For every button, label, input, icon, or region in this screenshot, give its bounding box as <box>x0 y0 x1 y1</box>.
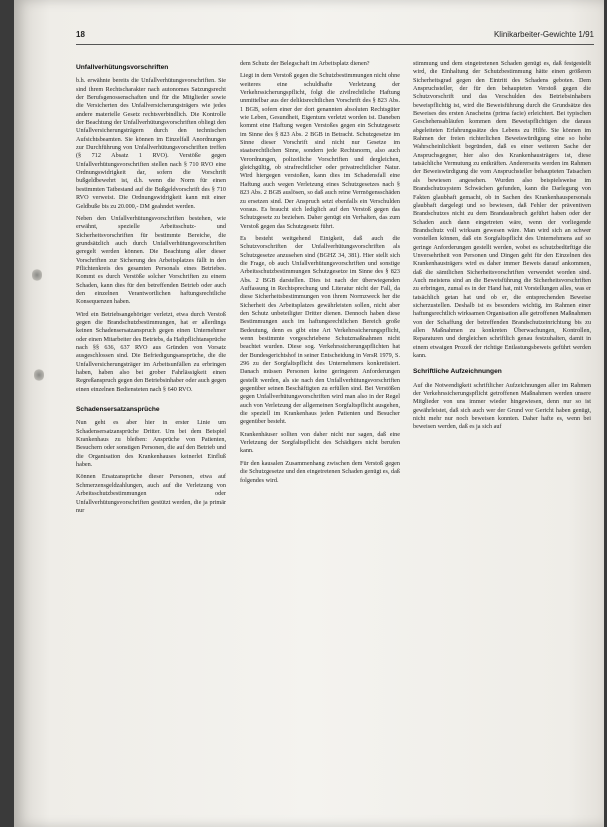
paragraph: b.h. erwähnte bereits die Unfallverhütungsvorschriften. Sie sind ihrem Rechtscharakter nach autonomes Satzungsrecht der Berufsgenossenschaften und für die Mitglieder sowie die Versicherten des Unfallversicherungsträgers wie jedes andere materielle Gesetz rechtsverbindlich. Die Kontrolle der Beachtung der Unfallverhütungsvorschriften obliegt den Unfallversicherungsträgern durch den technischen Aufsichtsbeamten. Sie können im Einzelfall Anordnungen zur Durchführung von Unfallverhütungsvorschriften treffen (§ 712 Absatz 1 RVO). Verstöße gegen Unfallverhütungsvorschriften stellen nach § 710 RVO eine Ordnungswidrigkeit dar, sofern die Vorschrift bußgeldbewehrt ist, d.h. wenn die Norm für einen bestimmten Tatbestand auf die Bußgeldvorschrift des § 710 RVO verweist. Die Ordnungswidrigkeit kann mit einer Geldbuße bis zu 20.000,- DM geahndet werden. <box>76 77 226 210</box>
punch-hole <box>34 368 44 382</box>
paragraph: Wird ein Betriebsangehöriger verletzt, etwa durch Verstoß gegen die Brandschutzbestimmungen, hat er allerdings keinen Schadensersatzanspruch gegen einen Unternehmer oder einen Mitarbeiter des Betriebs, da Haftpflichtansprüche nach §§ 636, 637 RVO aus Gründen von Vorsatz ausgeschlossen sind. Die Befriedigungsansprüche, die die Unfallversicherungsträger im Arbeitsunfällen zu erbringen haben, haben also bei grober Fahrlässigkeit einen Regreßanspruch gegen den Betriebsinhaber oder auch gegen einen einzelnen Bediensteten nach § 640 RVO. <box>76 310 226 393</box>
page-header <box>76 30 594 44</box>
paragraph: stimmung und dem eingetretenen Schaden genügt es, daß festgestellt wird, die Einhaltung der Schutzbestimmung hätte einen größeren Sicherheitsgrad gegen den Eintritt des Schadens geboten. Dem Anspruchsteller, der für den behaupteten Verstoß gegen die Schutzvorschrift und das Verschulden des Betriebsinhabers beweispflichtig ist, wird die Beweisführung durch die Grundsätze des Beweises des ersten Anscheins (prima facie) erleichtert. Bei typischen Geschehensabläufen kommen dem Beweispflichtigen die daraus abgeleiteten Erfahrungssätze des Lebens zu Hilfe. Sie können im Rahmen der freien richterlichen Beweiswürdigung eine so hohe Wahrscheinlichkeit begründen, daß es einer weiteren Sache der Anspruchsgegner, hier also des Krankenhausträgers ist, diese tatsächliche Vermutung zu entkräften. Andererseits werden im Rahmen der Beweiswürdigung die vom Anspruchsteller behaupteten Tatsachen als bewiesen angesehen. Wurden also beispielsweise im Brandschutzsystem Schwächen gefunden, kann die Darlegung von Fakten glaubhaft gemacht, ob in Sachen des Krankenhauspersonals glaubhaft dargelegt und so bewiesen, daß Fehler der präventiven Brandschutzes nicht zu dem Brandausbruch geführt haben oder der Schaden auch dann eingetreten wäre, wenn der vorliegende Brandschutz voll wirksam gewesen wäre. Man wird sich an schwer vorstellen können, daß ein Sorgfaltspflicht des Unternehmens auf so geringe Anforderungen gestellt werden, wobei es schutzbedürftige die Unversehrtheit von Personen und Dingen geht für den Einzelnen des Krankenhausträgers wird es daher immer Beweis darauf ankommen, daß die sämtlichen Sicherheitsvorschriften verwendet worden sind. Auch meistens sind an die Beweisführung die Sicherheitsvorschriften zu erbringen, zumal es in der Hand hat, mit Vorstellungen alles, was er tatsächlich getan hat und ob er, die entsprechenden Beweise sicherzustellen. Deshalb ist es besonders wichtig, im Rahmen einer haftungsrechtlich wirksamen Organisation alle getroffenen Maßnahmen von der Schaffung der betreffenden Brandschutzeinrichtung bis zu allen Maßnahmen zu konkreten Überwachungen, Kontrollen, Reparaturen und dergleichen schriftlich genau festzuhalten, damit in einem etwaigen Prozeß der richtige Entlastungsbeweis geführt werden kann. <box>413 60 591 360</box>
text-column-right <box>413 60 591 817</box>
paragraph: Es besteht weitgehend Einigkeit, daß auch die Schutzvorschriften der Unfallverhütungsvorschriften als Schutzgesetze anzusehen sind (BGHZ 34, 381). Hier stellt sich die Frage, ob auch Unfallverhütungsvorschriften und sonstige Arbeitsschutzbestimmungen Schutzgesetze im Sinne des § 823 Abs. 2 BGB darstellen. Dies ist nach der überwiegenden Auffassung in Rechtsprechung und Literatur nicht der Fall, da diese Sicherheitsbestimmungen von ihrem Normzweck her die Sicherheit des Arbeitsplatzes gewährleisten sollen, nicht aber den Schutz unbeteiligter Dritter dienen. Dennoch haben diese Bestimmungen auch im haftungsrechtlichen Bereich große Bedeutung, denn es gibt eine Art Verkehrssicherungspflicht, wenn bestimmte vorgeschriebene Schutzmaßnahmen nicht beachtet wurden. Diese sog. Verkehrssicherungspflichten hat der Bundesgerichtshof in seiner Entscheidung in VersR 1979, S. 296 zu der Sorgfaltspflicht des Unternehmers konkretisiert. Danach müssen Personen keine geringeren Anforderungen gestellt werden, als sie nach den Unfallverhütungsvorschriften gegenüber seinen Beschäftigten zu erfüllen sind. Bei Verstößen gegen Unfallverhütungsvorschriften wird man also in der Regel auch von Verletzung der allgemeinen Sorgfaltspflicht ausgehen, die speziell im Krankenhaus jeden Patienten und Besucher gegenüber besteht. <box>240 234 400 426</box>
section-heading: Schriftliche Aufzeichnungen <box>413 368 502 376</box>
punch-hole <box>32 268 42 282</box>
journal-title: Klinikarbeiter-Gewichte 1/91 <box>493 30 594 39</box>
text-column-left <box>76 60 226 817</box>
journal-page <box>14 0 604 827</box>
section-heading: Schadensersatzansprüche <box>76 406 160 414</box>
paragraph: Können Ersatzansprüche dieser Personen, etwa auf Schmerzensgeldzahlungen, auch auf die Verletzung von Arbeitsschutzbestimmungen oder Unfallverhütungsvorschriften gestützt werden, die ja primär nur <box>76 473 226 514</box>
header-rule <box>76 44 594 45</box>
paragraph: Auf die Notwendigkeit schriftlicher Aufzeichnungen aller im Rahmen der Verkehrssicherungspflicht getroffenen Maßnahmen werden unsere Mitglieder von uns immer wieder hingewiesen, denn nur so ist gewährleistet, daß sich auch wer der Grund vor Gericht haben genügt, nicht mehr nur noch beweisen konnten. Daher hafte es, wenn bei beweisen werden, daß es ja sich auf <box>413 381 591 431</box>
paragraph: Neben den Unfallverhütungsvorschriften bestehen, wie erwähnt, spezielle Arbeitsschutz- und Sicherheitsvorschriften für bestimmte Bereiche, die grundsätzlich auch durch Unfallverhütungsvorschriften geregelt werden können. Die Beachtung aller dieser Vorschriften zur Sicherung des Arbeitsplatzes fällt in den Pflichtenkreis des gesamten Personals eines Betriebes. Kommt es durch Verstöße solcher Vorschriften zu einem Schaden, kann dies für den betreffenden Betrieb oder auch den einzelnen Verantwortlichen haftungsrechtliche Konsequenzen haben. <box>76 214 226 306</box>
text-column-middle <box>240 60 400 817</box>
paragraph: Liegt in dem Verstoß gegen die Schutzbestimmungen nicht ohne weiteres eine schuldhafte Verletzung der Verkehrssicherungspflicht, folgt die zivilrechtliche Haftung unmittelbar aus der deliktsrechtlichen Vorschrift des § 823 Abs. 1 BGB, sofern einer der dort genannten absoluten Rechtsgüter wie Leben, Gesundheit, Eigentum verletzt worden ist. Daneben kommt eine Haftung wegen Verstoßes gegen ein Schutzgesetz im Sinne des § 823 Abs. 2 BGB in Betracht. Schutzgesetze im Sinne dieser Vorschrift sind nicht nur Gesetze im staatsrechtlichen Sinne, sondern jede Rechtsnorm, also auch Verordnungen, polizeiliche Vorschriften und dergleichen, gleichgültig, ob strafrechtlicher oder privatrechtlicher Natur. Wird hiergegen verstoßen, kann dies im Schadensfall eine Haftung auch wegen Verletzung eines Schutzgesetzes nach § 823 Abs. 2 BGB auslösen, so daß auch reine Vermögensschäden zu ersetzen sind. Der Anspruch setzt ebenfalls ein Verschulden voraus. Es braucht sich lediglich auf den Verstoß gegen das Schutzgesetz zu beziehen. Daher genügt ein Verhalten, das zum Verstoß gegen das Schutzgesetz führt. <box>240 72 400 230</box>
page-number: 18 <box>76 30 85 39</box>
section-heading: Unfallverhütungsvorschriften <box>76 64 169 71</box>
paragraph: Nun geht es aber hier in erster Linie um Schadensersatzansprüche Dritter. Um bei dem Beispiel Krankenhaus zu bleiben: Ansprüche von Patienten, Besuchern oder sonstigen Personen, die auf den Betrieb und die Organisation des Krankenhauses keinerlei Einfluß haben. <box>76 419 226 469</box>
paragraph: Für den kausalen Zusammenhang zwischen dem Verstoß gegen die Schutzgesetze und den eingetretenen Schaden genügt es, daß folgendes wird. <box>240 459 400 484</box>
paragraph: Krankenhäuser sollten von daher nicht nur sagen, daß eine Verletzung der Sorgfaltspflicht des Schädigers nicht berufen kann. <box>240 430 400 455</box>
paragraph: dem Schutz der Belegschaft im Arbeitsplatz dienen? <box>240 60 370 67</box>
